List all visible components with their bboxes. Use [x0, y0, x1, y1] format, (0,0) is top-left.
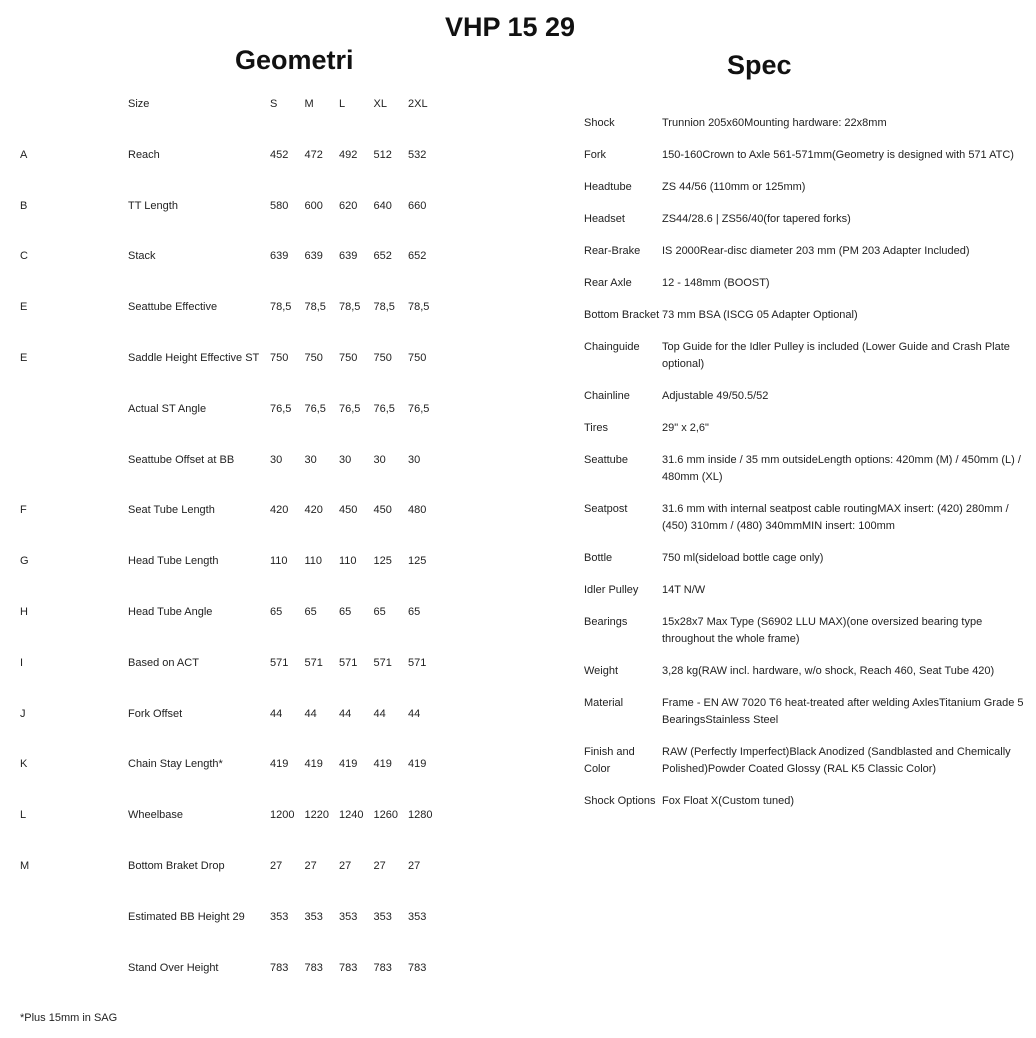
- footnote: *Plus 15mm in SAG: [20, 1012, 118, 1024]
- row-value: 78,5: [304, 301, 326, 314]
- row-value: 110: [304, 555, 323, 568]
- row-letter: E: [20, 301, 28, 314]
- spec-label: Bottom Bracket: [584, 309, 660, 321]
- row-value: 571: [373, 656, 392, 669]
- row-value: 571: [270, 656, 289, 669]
- row-value: 532: [408, 148, 427, 161]
- geometry-row: [20, 504, 443, 555]
- row-value: 78,5: [339, 301, 361, 314]
- spec-row: [584, 388, 1034, 420]
- row-value: 1280: [408, 809, 433, 822]
- spec-value: ZS 44/56 (110mm or 125mm): [662, 181, 806, 193]
- row-value: 76,5: [373, 402, 395, 415]
- header-size-s: S: [270, 98, 278, 110]
- row-value: 419: [304, 758, 323, 771]
- row-letter: L: [20, 809, 27, 822]
- row-value: 639: [304, 250, 323, 263]
- spec-row: [584, 307, 1034, 339]
- row-value: 750: [270, 351, 289, 364]
- geometry-row: [20, 809, 443, 860]
- row-value: 783: [408, 961, 427, 974]
- row-value: 750: [408, 351, 427, 364]
- row-value: 27: [270, 859, 283, 872]
- header-size-m: M: [304, 98, 314, 110]
- row-value: 125: [408, 555, 427, 568]
- spec-value: RAW (Perfectly Imperfect)Black Anodized (Sandblasted and Chemically Polished)Powder Coated Glossy (RAL K5 Classic Color): [662, 746, 1011, 775]
- row-value: 1240: [339, 809, 364, 822]
- spec-value: 14T N/W: [662, 584, 706, 596]
- spec-row: [584, 179, 1034, 211]
- row-value: 750: [373, 351, 392, 364]
- row-value: 419: [373, 758, 392, 771]
- row-value: 27: [408, 859, 421, 872]
- row-value: 660: [408, 199, 427, 212]
- row-value: 571: [339, 656, 358, 669]
- row-value: 27: [304, 859, 317, 872]
- geometry-heading: Geometri: [235, 45, 354, 75]
- spec-row: [584, 744, 1034, 793]
- header-letter-cell: [20, 98, 128, 149]
- geometry-row: [20, 200, 443, 251]
- row-value: 783: [339, 961, 358, 974]
- spec-label: Tires: [584, 422, 609, 434]
- row-value: 652: [373, 250, 392, 263]
- row-value: 1200: [270, 809, 295, 822]
- row-value: 76,5: [304, 402, 326, 415]
- row-value: 783: [373, 961, 392, 974]
- row-value: 353: [373, 910, 392, 923]
- spec-value: 31.6 mm with internal seatpost cable routingMAX insert: (420) 280mm / (450) 310mm / (480) 340mmMIN insert: 100mm: [662, 503, 1009, 532]
- row-value: 44: [304, 707, 317, 720]
- spec-heading: Spec: [727, 50, 792, 80]
- row-value: 571: [408, 656, 427, 669]
- spec-value: Trunnion 205x60Mounting hardware: 22x8mm: [662, 117, 887, 129]
- header-size-l: L: [339, 98, 346, 110]
- geometry-row: [20, 758, 443, 809]
- spec-row: [584, 243, 1034, 275]
- row-parameter: Stack: [128, 250, 156, 263]
- row-value: 419: [408, 758, 427, 771]
- spec-label: Finish and Color: [584, 746, 635, 775]
- spec-value: 15x28x7 Max Type (S6902 LLU MAX)(one oversized bearing type throughout the whole frame): [662, 616, 983, 645]
- row-value: 76,5: [339, 402, 361, 415]
- spec-row: [584, 550, 1034, 582]
- row-value: 1220: [304, 809, 329, 822]
- row-value: 27: [373, 859, 386, 872]
- row-value: 78,5: [408, 301, 430, 314]
- spec-value: 150-160Crown to Axle 561-571mm(Geometry is designed with 571 ATC): [662, 149, 1014, 161]
- row-value: 65: [270, 605, 283, 618]
- geometry-row: [20, 403, 443, 454]
- geometry-row: [20, 708, 443, 759]
- spec-label: Bottle: [584, 552, 613, 564]
- row-value: 30: [339, 453, 352, 466]
- row-value: 353: [270, 910, 289, 923]
- row-value: 65: [373, 605, 386, 618]
- row-letter: M: [20, 859, 30, 872]
- row-letter: E: [20, 351, 28, 364]
- row-value: 65: [339, 605, 352, 618]
- row-value: 44: [408, 707, 421, 720]
- row-letter: K: [20, 758, 28, 771]
- row-value: 571: [304, 656, 323, 669]
- geometry-row: [20, 911, 443, 962]
- row-parameter: Based on ACT: [128, 656, 199, 669]
- spec-label: Shock: [584, 117, 615, 129]
- row-value: 78,5: [270, 301, 292, 314]
- geometry-row: [20, 657, 443, 708]
- row-value: 600: [304, 199, 323, 212]
- row-value: 472: [304, 148, 323, 161]
- row-parameter: Bottom Braket Drop: [128, 859, 225, 872]
- row-parameter: Seattube Offset at BB: [128, 453, 235, 466]
- spec-row: [584, 211, 1034, 243]
- spec-row: [584, 339, 1034, 388]
- row-value: 65: [304, 605, 317, 618]
- row-letter: B: [20, 199, 28, 212]
- row-value: 30: [304, 453, 317, 466]
- spec-label: Chainguide: [584, 341, 640, 353]
- row-parameter: Saddle Height Effective ST: [128, 351, 260, 364]
- row-parameter: Actual ST Angle: [128, 402, 207, 415]
- row-value: 580: [270, 199, 289, 212]
- geometry-row: [20, 962, 443, 1013]
- spec-row: [584, 501, 1034, 550]
- geometry-table: [20, 98, 443, 1012]
- row-value: 420: [270, 504, 289, 517]
- header-size-label: Size: [128, 98, 150, 110]
- row-value: 44: [339, 707, 352, 720]
- row-letter: H: [20, 605, 28, 618]
- spec-row: [584, 793, 1034, 825]
- row-value: 110: [270, 555, 288, 568]
- spec-value: Adjustable 49/50.5/52: [662, 390, 769, 402]
- row-value: 620: [339, 199, 358, 212]
- spec-value: 29" x 2,6": [662, 422, 709, 434]
- spec-row: [584, 275, 1034, 307]
- spec-label: Material: [584, 697, 624, 709]
- geometry-row: [20, 149, 443, 200]
- row-value: 419: [339, 758, 358, 771]
- row-parameter: Stand Over Height: [128, 961, 219, 974]
- geometry-row: [20, 555, 443, 606]
- row-value: 65: [408, 605, 421, 618]
- row-parameter: Wheelbase: [128, 809, 184, 822]
- spec-value: Frame - EN AW 7020 T6 heat-treated after welding AxlesTitanium Grade 5 BearingsStainless Steel: [662, 697, 1024, 726]
- row-value: 30: [373, 453, 386, 466]
- spec-value: ZS44/28.6 | ZS56/40(for tapered forks): [662, 213, 851, 225]
- geometry-row: [20, 301, 443, 352]
- row-value: 452: [270, 148, 289, 161]
- row-value: 639: [270, 250, 289, 263]
- row-value: 450: [339, 504, 358, 517]
- row-value: 639: [339, 250, 358, 263]
- row-value: 512: [373, 148, 392, 161]
- spec-row: [584, 452, 1034, 501]
- row-value: 750: [339, 351, 358, 364]
- row-value: 450: [373, 504, 392, 517]
- row-value: 353: [408, 910, 427, 923]
- spec-label: Weight: [584, 665, 619, 677]
- spec-label: Fork: [584, 149, 606, 161]
- row-letter: [20, 403, 128, 454]
- geometry-row: [20, 860, 443, 911]
- row-value: 44: [270, 707, 283, 720]
- row-parameter: Reach: [128, 148, 160, 161]
- spec-label: Shock Options: [584, 795, 656, 807]
- row-letter: C: [20, 250, 28, 263]
- spec-value: IS 2000Rear-disc diameter 203 mm (PM 203 Adapter Included): [662, 245, 970, 257]
- row-value: 640: [373, 199, 392, 212]
- spec-label: Rear-Brake: [584, 245, 641, 257]
- row-value: 353: [339, 910, 358, 923]
- spec-value: Top Guide for the Idler Pulley is included (Lower Guide and Crash Plate optional): [662, 341, 1010, 370]
- row-value: 76,5: [270, 402, 292, 415]
- header-size-xl: XL: [373, 98, 387, 110]
- row-value: 110: [339, 555, 357, 568]
- spec-label: Rear Axle: [584, 277, 632, 289]
- row-letter: [20, 962, 128, 1013]
- row-value: 480: [408, 504, 427, 517]
- row-value: 783: [270, 961, 289, 974]
- row-value: 30: [270, 453, 283, 466]
- row-value: 420: [304, 504, 323, 517]
- spec-table: [584, 115, 1034, 825]
- row-value: 27: [339, 859, 352, 872]
- spec-label: Headtube: [584, 181, 632, 193]
- spec-row: [584, 115, 1034, 147]
- spec-label: Seatpost: [584, 503, 628, 515]
- spec-label: Seattube: [584, 454, 629, 466]
- spec-value: 12 - 148mm (BOOST): [662, 277, 770, 289]
- spec-row: [584, 614, 1034, 663]
- spec-value: 3,28 kg(RAW incl. hardware, w/o shock, Reach 460, Seat Tube 420): [662, 665, 995, 677]
- row-value: 30: [408, 453, 421, 466]
- spec-row: [584, 147, 1034, 179]
- spec-value: 31.6 mm inside / 35 mm outsideLength options: 420mm (M) / 450mm (L) / 480mm (XL): [662, 454, 1021, 483]
- spec-row: [584, 695, 1034, 744]
- row-letter: A: [20, 148, 28, 161]
- row-parameter: Seat Tube Length: [128, 504, 215, 517]
- spec-value: Fox Float X(Custom tuned): [662, 795, 795, 807]
- row-letter: [20, 911, 128, 962]
- row-value: 750: [304, 351, 323, 364]
- row-letter: G: [20, 555, 29, 568]
- spec-row: [584, 420, 1034, 452]
- spec-row: [584, 582, 1034, 614]
- geometry-row: [20, 606, 443, 657]
- row-value: 652: [408, 250, 427, 263]
- row-value: 76,5: [408, 402, 430, 415]
- row-value: 44: [373, 707, 386, 720]
- geometry-row: [20, 250, 443, 301]
- spec-label: Headset: [584, 213, 625, 225]
- row-parameter: Seattube Effective: [128, 301, 218, 314]
- page-title: VHP 15 29: [444, 12, 576, 42]
- row-value: 125: [373, 555, 392, 568]
- row-letter: I: [20, 656, 24, 669]
- spec-value: 73 mm BSA (ISCG 05 Adapter Optional): [662, 309, 858, 321]
- row-parameter: Head Tube Angle: [128, 605, 213, 618]
- geometry-row: [20, 454, 443, 505]
- row-value: 353: [304, 910, 323, 923]
- row-parameter: TT Length: [128, 199, 178, 212]
- row-value: 492: [339, 148, 358, 161]
- row-value: 1260: [373, 809, 398, 822]
- spec-value: 750 ml(sideload bottle cage only): [662, 552, 824, 564]
- geometry-header-row: [20, 98, 443, 149]
- geometry-row: [20, 352, 443, 403]
- row-parameter: Fork Offset: [128, 707, 183, 720]
- spec-label: Chainline: [584, 390, 630, 402]
- row-letter: J: [20, 707, 26, 720]
- row-letter: [20, 454, 128, 505]
- header-size-2xl: 2XL: [408, 98, 428, 110]
- spec-label: Idler Pulley: [584, 584, 639, 596]
- row-parameter: Head Tube Length: [128, 555, 219, 568]
- row-value: 78,5: [373, 301, 395, 314]
- row-letter: F: [20, 504, 27, 517]
- row-value: 783: [304, 961, 323, 974]
- spec-label: Bearings: [584, 616, 628, 628]
- row-parameter: Estimated BB Height 29: [128, 910, 245, 923]
- spec-row: [584, 663, 1034, 695]
- row-parameter: Chain Stay Length*: [128, 758, 223, 771]
- row-value: 419: [270, 758, 289, 771]
